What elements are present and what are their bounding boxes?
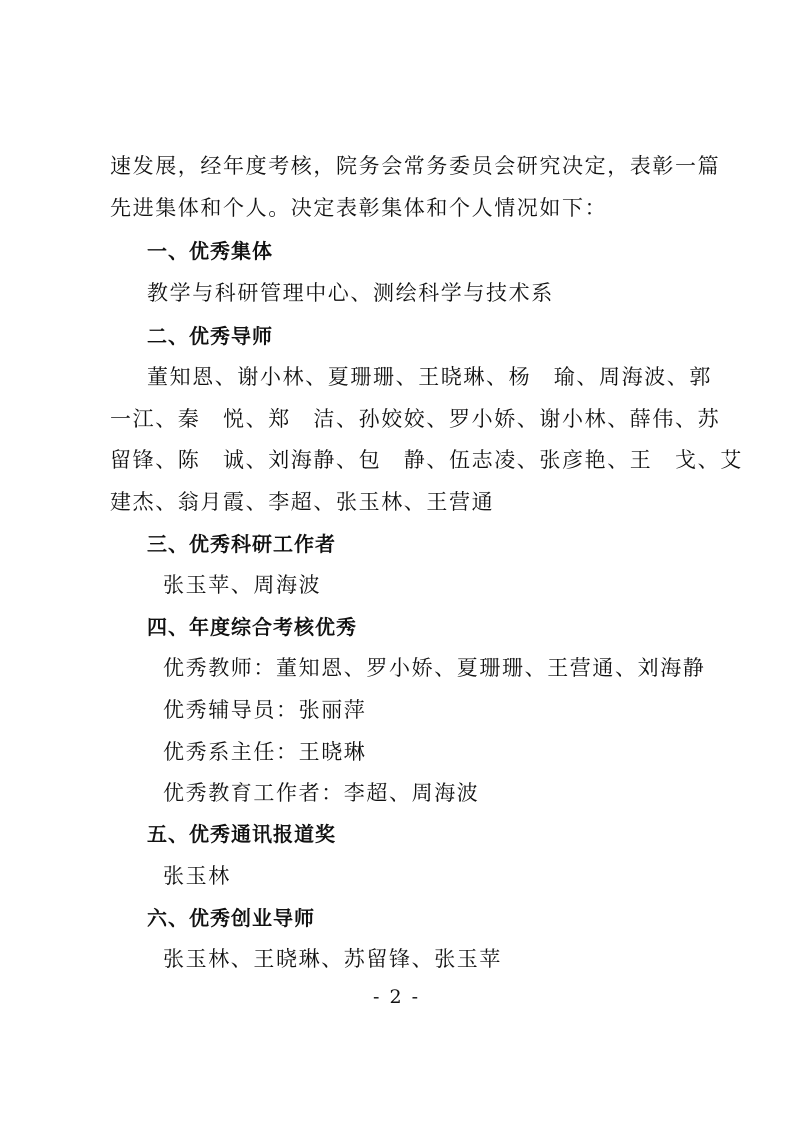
section-heading-entrepreneurship-mentor: 六、优秀创业导师 [147, 906, 315, 930]
section-body-line: 优秀系主任：王晓琳 [163, 740, 367, 764]
section-body-line: 优秀教师：董知恩、罗小娇、夏珊珊、王营通、刘海静 [163, 656, 706, 680]
section-body-line: 一江、秦 悦、郑 洁、孙姣姣、罗小娇、谢小林、薛伟、苏 [110, 407, 721, 431]
section-body-line: 留锋、陈 诚、刘海静、包 静、伍志凌、张彦艳、王 戈、艾 [110, 448, 743, 472]
section-heading-excellent-collective: 一、优秀集体 [147, 239, 273, 263]
section-body-line: 建杰、翁月霞、李超、张玉林、王营通 [110, 490, 495, 514]
section-body-line: 优秀辅导员：张丽萍 [163, 698, 367, 722]
section-body-line: 张玉林、王晓琳、苏留锋、张玉苹 [163, 947, 502, 971]
section-heading-news-report-award: 五、优秀通讯报道奖 [147, 822, 336, 846]
section-heading-excellent-mentor: 二、优秀导师 [147, 324, 273, 348]
section-body-line: 教学与科研管理中心、测绘科学与技术系 [147, 281, 554, 305]
intro-line-2: 先进集体和个人。决定表彰集体和个人情况如下： [110, 196, 608, 220]
section-heading-annual-assessment: 四、年度综合考核优秀 [147, 615, 357, 639]
section-body-line: 董知恩、谢小林、夏珊珊、王晓琳、杨 瑜、周海波、郭 [147, 365, 712, 389]
intro-line-1: 速发展，经年度考核，院务会常务委员会研究决定，表彰一篇 [110, 154, 721, 178]
page-number: - 2 - [372, 986, 420, 1008]
section-body-line: 张玉林 [163, 864, 231, 888]
section-body-line: 优秀教育工作者：李超、周海波 [163, 781, 480, 805]
section-heading-research-worker: 三、优秀科研工作者 [147, 532, 336, 556]
section-body-line: 张玉苹、周海波 [163, 573, 322, 597]
